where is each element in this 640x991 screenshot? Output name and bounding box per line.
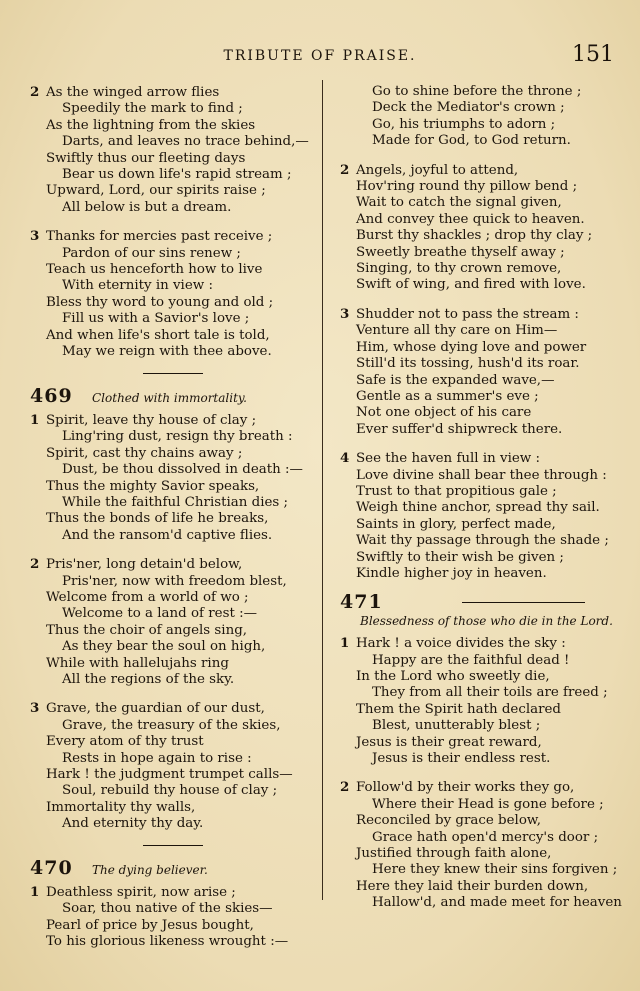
verse: [340, 306, 625, 438]
verse-line: [30, 462, 315, 478]
hymn-separator: [143, 373, 203, 374]
verse-text: While with hallelujahs ring: [46, 655, 229, 671]
verse-line: [30, 344, 315, 360]
verse-text: Spirit, cast thy chains away ;: [46, 445, 243, 461]
verse-number: 2: [340, 161, 350, 178]
verse-line: [340, 533, 625, 549]
verse-line: [340, 669, 625, 685]
hymn-heading: [30, 384, 315, 407]
verse-line: [340, 879, 625, 895]
verse-text: Still'd its tossing, hush'd its roar.: [356, 356, 580, 372]
verse-line: [30, 672, 315, 688]
verse-line: [340, 718, 625, 734]
verse-text: Pearl of price by Jesus bought,: [46, 917, 254, 933]
verse-text: They from all their toils are freed ;: [372, 685, 608, 701]
verse-line: [30, 528, 315, 544]
verse-line: [30, 246, 315, 262]
verse-text: And when life's short tale is told,: [46, 327, 270, 343]
verse-text: Pris'ner, long detain'd below,: [46, 557, 243, 573]
verse-text: Happy are the faithful dead !: [372, 652, 570, 668]
verse-line: [340, 813, 625, 829]
verse-text: Welcome to a land of rest :—: [62, 606, 257, 622]
verse-text: Hark ! a voice divides the sky :: [356, 636, 566, 652]
verse-text: Him, whose dying love and power: [356, 339, 587, 355]
verse-text: Thanks for mercies past receive ;: [46, 229, 273, 245]
verse-text: Them the Spirit hath declared: [356, 701, 561, 717]
verse-line: [30, 734, 315, 750]
verse-line: [30, 228, 315, 245]
verse-line: [340, 405, 625, 421]
verse-text: Pris'ner, now with freedom blest,: [62, 573, 287, 589]
verse-line: [30, 84, 315, 101]
verse-text: Sweetly breathe thyself away ;: [356, 244, 565, 260]
verse-text: Go to shine before the throne ;: [372, 84, 582, 99]
left-column: [30, 84, 315, 963]
verse-text: Hallow'd, and made meet for heaven: [372, 895, 622, 911]
verse-line: [30, 328, 315, 344]
verse-text: Here they knew their sins forgiven ;: [372, 862, 618, 878]
verse-line: [30, 574, 315, 590]
verse-line: [340, 162, 625, 179]
verse: [340, 635, 625, 767]
hymn-title: The dying believer.: [92, 862, 208, 877]
verse-text: Spirit, leave thy house of clay ;: [46, 412, 257, 428]
hymn-heading: [30, 856, 315, 879]
verse-text: May we reign with thee above.: [62, 344, 272, 360]
verse-line: [30, 700, 315, 717]
verse-line: [30, 101, 315, 117]
verse-number: 3: [30, 228, 40, 245]
verse-text: Grave, the treasury of the skies,: [62, 717, 281, 733]
verse-text: All below is but a dream.: [62, 199, 232, 215]
verse-text: Thus the mighty Savior speaks,: [46, 478, 260, 494]
verse-text: Grave, the guardian of our dust,: [46, 701, 265, 717]
verse-text: Made for God, to God return.: [372, 133, 571, 149]
verse-text: Ever suffer'd shipwreck there.: [356, 421, 563, 437]
verse: [340, 779, 625, 911]
verse-text: Upward, Lord, our spirits raise ;: [46, 183, 266, 199]
verse: [30, 556, 315, 688]
verse-text: Shudder not to pass the stream :: [356, 306, 579, 322]
verse-line: [30, 151, 315, 167]
hymn-title: Clothed with immortality.: [92, 390, 247, 405]
verse-text: And the ransom'd captive flies.: [62, 527, 273, 543]
verse-line: [30, 200, 315, 216]
verse-line: [340, 422, 625, 438]
verse-number: 3: [30, 700, 40, 717]
verse-number: 2: [340, 779, 350, 796]
verse-line: [340, 653, 625, 669]
verse: [340, 84, 625, 150]
verse-text: Go, his triumphs to adorn ;: [372, 116, 556, 132]
verse-text: Dust, be thou dissolved in death :—: [62, 462, 303, 478]
verse-number: 2: [30, 556, 40, 573]
verse-text: Gentle as a summer's eve ;: [356, 388, 539, 404]
verse-line: [340, 245, 625, 261]
hymn-rule: [462, 602, 585, 603]
verse-line: [340, 685, 625, 701]
running-head: TRIBUTE OF PRAISE.: [223, 48, 417, 64]
verse-text: All the regions of the sky.: [62, 672, 235, 687]
verse-text: Soar, thou native of the skies—: [62, 901, 273, 917]
verse-line: [340, 830, 625, 846]
verse-text: Jesus is their endless rest.: [372, 751, 551, 767]
verse-text: Love divine shall bear thee through :: [356, 467, 607, 483]
verse-line: [340, 133, 625, 149]
verse-line: [340, 356, 625, 372]
verse-line: [30, 606, 315, 622]
verse-text: Fill us with a Savior's love ;: [62, 311, 250, 327]
verse-line: [340, 735, 625, 751]
verse-number: 1: [30, 411, 40, 428]
verse: [30, 884, 315, 951]
verse-line: [30, 783, 315, 799]
verse-text: Blest, unutterably blest ;: [372, 718, 541, 734]
verse-text: Bear us down life's rapid stream ;: [62, 167, 292, 183]
verse-line: [340, 862, 625, 878]
verse: [30, 412, 315, 544]
verse-text: Weigh thine anchor, spread thy sail.: [356, 500, 600, 516]
verse-line: [340, 895, 625, 911]
verse-line: [340, 779, 625, 796]
right-column: [340, 84, 625, 924]
verse-line: [30, 295, 315, 311]
verse-text: As they bear the soul on high,: [62, 639, 266, 655]
hymn-heading: [340, 591, 625, 629]
verse-line: [340, 195, 625, 211]
verse-text: Darts, and leaves no trace behind,—: [62, 134, 309, 150]
verse-text: Soul, rebuild thy house of clay ;: [62, 783, 278, 799]
verse-text: Speedily the mark to find ;: [62, 101, 243, 117]
verse-number: 1: [30, 884, 40, 901]
verse-line: [340, 323, 625, 339]
verse-text: Saints in glory, perfect made,: [356, 516, 556, 532]
verse-line: [340, 846, 625, 862]
verse-line: [30, 623, 315, 639]
verse-number: 3: [340, 305, 350, 322]
verse-line: [30, 590, 315, 606]
verse-text: As the lightning from the skies: [46, 117, 256, 133]
verse-line: [340, 751, 625, 767]
verse-text: Here they laid their burden down,: [356, 878, 589, 894]
verse-line: [30, 118, 315, 134]
verse-line: [30, 556, 315, 573]
verse-line: [30, 429, 315, 445]
verse-line: [340, 306, 625, 323]
verse-line: [340, 179, 625, 195]
verse-text: Bless thy word to young and old ;: [46, 294, 274, 310]
verse-text: Venture all thy care on Him—: [356, 323, 558, 339]
verse-line: [340, 484, 625, 500]
verse-text: Swiftly to their wish be given ;: [356, 549, 564, 565]
verse-text: While the faithful Christian dies ;: [62, 494, 289, 510]
verse-line: [340, 212, 625, 228]
verse-text: Where their Head is gone before ;: [372, 796, 604, 812]
verse-text: Ling'ring dust, resign thy breath :: [62, 429, 293, 445]
verse-line: [30, 639, 315, 655]
verse-line: [30, 412, 315, 429]
verse-line: [340, 450, 625, 467]
verse-text: Welcome from a world of wo ;: [46, 589, 249, 605]
hymn-separator: [143, 845, 203, 846]
verse-text: Kindle higher joy in heaven.: [356, 565, 547, 581]
verse-line: [340, 566, 625, 582]
verse-text: Reconciled by grace below,: [356, 813, 542, 829]
verse-text: Rests in hope again to rise :: [62, 750, 252, 766]
verse-line: [30, 656, 315, 672]
verse-number: 1: [340, 635, 350, 652]
verse-line: [340, 702, 625, 718]
verse-line: [30, 934, 315, 950]
verse-line: [340, 228, 625, 244]
verse-text: In the Lord who sweetly die,: [356, 669, 550, 684]
verse-line: [340, 277, 625, 293]
verse-text: Grace hath open'd mercy's door ;: [372, 829, 599, 845]
verse-text: Swift of wing, and fired with love.: [356, 277, 586, 293]
verse-line: [30, 751, 315, 767]
verse-line: [340, 635, 625, 652]
verse-text: Swiftly thus our fleeting days: [46, 150, 246, 166]
verse-line: [30, 278, 315, 294]
verse-line: [340, 340, 625, 356]
column-divider: [322, 80, 323, 900]
verse-number: 2: [30, 84, 40, 100]
hymn-number: 471: [340, 591, 383, 614]
verse-text: Wait to catch the signal given,: [356, 195, 562, 211]
verse-text: Safe is the expanded wave,—: [356, 372, 555, 388]
hymn-number: 469: [30, 384, 73, 407]
page-number: 151: [572, 42, 614, 67]
verse-line: [30, 495, 315, 511]
verse-line: [340, 373, 625, 389]
hymn-number: 470: [30, 856, 73, 879]
verse-text: Deck the Mediator's crown ;: [372, 100, 565, 116]
verse-line: [30, 901, 315, 917]
verse: [30, 228, 315, 360]
verse-line: [30, 718, 315, 734]
verse-line: [340, 84, 625, 100]
verse-line: [30, 183, 315, 199]
verse-text: Singing, to thy crown remove,: [356, 261, 562, 277]
verse-text: Thus the choir of angels sing,: [46, 622, 248, 638]
verse-line: [30, 446, 315, 462]
verse-text: Thus the bonds of life he breaks,: [46, 511, 269, 527]
verse-line: [340, 389, 625, 405]
verse-text: Wait thy passage through the shade ;: [356, 533, 609, 549]
verse-text: Hov'ring round thy pillow bend ;: [356, 179, 578, 195]
verse-text: Justified through faith alone,: [356, 846, 552, 862]
verse-text: Trust to that propitious gale ;: [356, 483, 557, 499]
verse-number: 4: [340, 450, 350, 467]
verse-line: [340, 550, 625, 566]
verse-text: Teach us henceforth how to live: [46, 262, 263, 278]
verse-line: [30, 800, 315, 816]
verse-text: Every atom of thy trust: [46, 734, 204, 750]
verse-text: And convey thee quick to heaven.: [356, 211, 585, 227]
verse-text: See the haven full in view :: [356, 451, 541, 467]
verse-text: Not one object of his care: [356, 405, 532, 421]
verse-line: [30, 767, 315, 783]
verse-line: [30, 311, 315, 327]
verse-text: Deathless spirit, now arise ;: [46, 885, 236, 901]
verse-line: [30, 134, 315, 150]
verse-line: [340, 117, 625, 133]
verse: [340, 450, 625, 582]
verse-text: Angels, joyful to attend,: [356, 162, 519, 178]
verse: [340, 162, 625, 294]
verse-text: Hark ! the judgment trumpet calls—: [46, 767, 293, 783]
verse-line: [340, 797, 625, 813]
verse-line: [30, 884, 315, 901]
verse-text: With eternity in view :: [62, 278, 213, 294]
verse-text: Jesus is their great reward,: [356, 734, 542, 750]
verse-line: [340, 100, 625, 116]
verse: [30, 700, 315, 832]
verse-line: [30, 511, 315, 527]
verse-line: [340, 261, 625, 277]
verse-text: To his glorious likeness wrought :—: [46, 934, 289, 950]
verse-text: Immortality thy walls,: [46, 799, 196, 815]
verse: [30, 84, 315, 216]
verse-line: [340, 500, 625, 516]
verse-text: Follow'd by their works they go,: [356, 780, 575, 796]
verse-line: [340, 468, 625, 484]
verse-line: [30, 167, 315, 183]
verse-line: [30, 918, 315, 934]
verse-text: Pardon of our sins renew ;: [62, 245, 241, 261]
verse-text: Burst thy shackles ; drop thy clay ;: [356, 228, 593, 244]
verse-line: [30, 479, 315, 495]
verse-line: [30, 262, 315, 278]
verse-text: As the winged arrow flies: [46, 85, 220, 100]
hymn-title: Blessedness of those who die in the Lord.: [360, 613, 613, 628]
verse-text: And eternity thy day.: [62, 816, 204, 832]
verse-line: [30, 816, 315, 832]
verse-line: [340, 517, 625, 533]
